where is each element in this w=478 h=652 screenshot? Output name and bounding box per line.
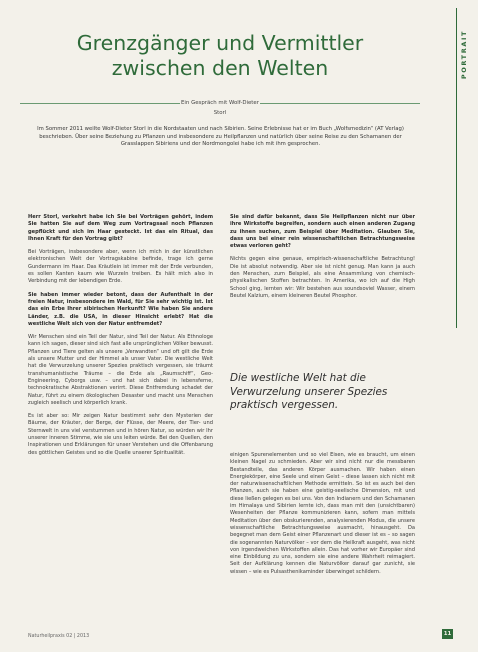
interview-answer: Wir Menschen sind ein Teil der Natur, sind Teil der Natur. Als Ethnologe kann ich sagen, dieser sind sich fast alle ursprünglichen Völker bewusst. Pflanzen und Tiere gelten als unsere „Verwandten“ und oft gilt die Erde als unsere Mutter und der Himmel als unser Vater. Die westliche Welt hat die Verwurzelung unserer Spezies praktisch vergessen, sie träumt transhumanistische Träume – die Erde als „Raumschiff“, Geo-Engineering, Cyborgs usw. – und hat sich dabei in lebensferne, technokratische Abstraktionen verirrt. Diese Entfremdung schadet der Natur, führt zu einem ökologischen Desaster und macht uns Menschen zugleich seelisch und körperlich krank. bbox=[28, 334, 213, 406]
article-intro: Im Sommer 2011 weilte Wolf-Dieter Storl in die Nordstaaten und nach Sibirien. Seine Erlebnisse hat er im Buch „Wolfsmedizin“ (AT Verlag) beschrieben. Über seine Beziehung zu Pflanzen und insbesondere zu Heilpflanzen und natürlich über seine Reise zu den Schamanen der Grasslappen Sibiriens und der Nordmongolei habe ich mit ihm gesprochen. bbox=[37, 126, 404, 148]
section-divider-rule bbox=[456, 8, 457, 328]
right-column-bottom bbox=[230, 452, 415, 626]
section-label: PORTRAIT bbox=[460, 30, 468, 80]
interview-answer: Bei Vorträgen, insbesondere aber, wenn ich mich in der künstlichen elektronischen Welt der Vortragskabine befinde, trage ich gerne Gundermann im Haar. Das Kräutlein ist immer mit der Erde verbunden, es sollen Kanten kaum wie Wurzeln treiben. Es hält mich also in Verbindung mit der lebendigen Erde. bbox=[28, 249, 213, 285]
page-number: 11 bbox=[443, 631, 452, 637]
left-column bbox=[28, 214, 213, 626]
article-subtitle: Ein Gespräch mit Wolf-Dieter Storl bbox=[181, 100, 259, 116]
interview-question: Sie haben immer wieder betont, dass der Aufenthalt in der freien Natur, insbesondere im Wald, für Sie sehr wichtig ist. Ist das ein Erbe Ihrer sibirischen Herkunft? Wie haben Sie andere Länder, z.B. die USA, in dieser Hinsicht erlebt? Hat die westliche Welt sich von der Natur entfremdet? bbox=[28, 291, 213, 327]
right-column-top bbox=[230, 214, 415, 364]
subtitle-rule-left bbox=[20, 103, 180, 104]
footer-issue-info: Naturheilpraxis 02 | 2013 bbox=[28, 634, 90, 639]
article-title-line-1: Grenzgänger und Vermittler bbox=[76, 31, 364, 55]
interview-question: Sie sind dafür bekannt, dass Sie Heilpflanzen nicht nur über ihre Wirkstoffe begreifen, sondern auch einen anderen Zugang zu ihnen suchen, zum Beispiel über Meditation. Glauben Sie, dass uns bei einer rein wissenschaftlichen Betrachtungsweise etwas verloren geht? bbox=[230, 214, 415, 250]
interview-question: Herr Storl, verkehrt habe ich Sie bei Vorträgen gehört, indem Sie hatten Sie auf dem Weg zum Vortragsaal noch Pflanzen gepflückt und sich im Haar gesteckt. Ist das ein Ritual, das Ihnen Kraft für den Vortrag gibt? bbox=[28, 214, 213, 242]
interview-answer: Es ist aber so: Mir zeigen Natur bestimmt sehr den Mysterien der Bäume, der Kräuter, der Berge, der Flüsse, der Meere, der Tier- und Sternwelt in uns viel verstummen und in hören Natur, so würden wir Ihr unserer inneren Stimme, wie sie uns leiten würde. Bei den Quellen, den Inspirationen und Erklärungen für unser Verstehen und die Offenbarung des göttlichen Geistes und so die Quelle unserer Spiritualität. bbox=[28, 413, 213, 456]
subtitle-block bbox=[20, 98, 420, 116]
article-title-line-2: zwischen den Welten bbox=[111, 56, 329, 80]
interview-answer: Nichts gegen eine genaue, empirisch-wissenschaftliche Betrachtung! Die ist absolut notwendig. Aber sie ist nicht genug. Man kann ja auch den Menschen, zum Beispiel, als eine Ansammlung von chemisch-physikalischen Stoffen betrachten. In Amerika, wo ich auf die High School ging, lernten wir: Wir bestehen aus soundsoviel Wasser, einem Beutel Kalzium, einem kleineren Beutel Phosphor. bbox=[230, 256, 415, 299]
article-title bbox=[20, 31, 420, 81]
subtitle-rule-right bbox=[260, 103, 420, 104]
interview-answer: einigen Spurenelementen und so viel Eisen, wie es braucht, um einen kleinen Nagel zu schmieden. Aber wir sind nicht nur die messbaren Bestandteile, das anderen Körper ausmachen. Wir haben einen Energiekörper, eine Seele und einen Geist – diese lassen sich nicht mit der naturwissenschaftlichen Methode ermitteln. So ist es auch bei den Pflanzen, auch sie haben eine geistig-seelische Dimension, mit und diese ließen gelegen es bei uns. Von den Indianern und den Schamanen im Himalaya und Sibirien lernte ich, dass man mit den (unsichtbaren) Wesenheiten der Pflanze kommunizieren kann, sofern man mittels Meditation über den obskurierenden, analysierenden Modus, die unsere wissenschaftliche Betrachtungsweise ausmacht, hinausgeht. Da begegnet man dem Geist einer Pflanzenart und dieser ist es – so sagen die sogenannten Naturvölker – vor dem die Heilkraft ausgeht, was nicht von irgendwelchen Wirkstoffen allein. Das hat vorher wir Europäer sind eine Einbildung zu uns, sondern sie eine andere Wahrheit reimagiert. Seit der Aufklärung kennen die Naturvölker darauf gar zunicht, sie wissen – wie es Pulsasthenikaminder überwinget schildern. bbox=[230, 452, 415, 575]
pull-quote: Die westliche Welt hat die Verwurzelung unserer Spezies praktisch vergessen. bbox=[230, 372, 388, 411]
